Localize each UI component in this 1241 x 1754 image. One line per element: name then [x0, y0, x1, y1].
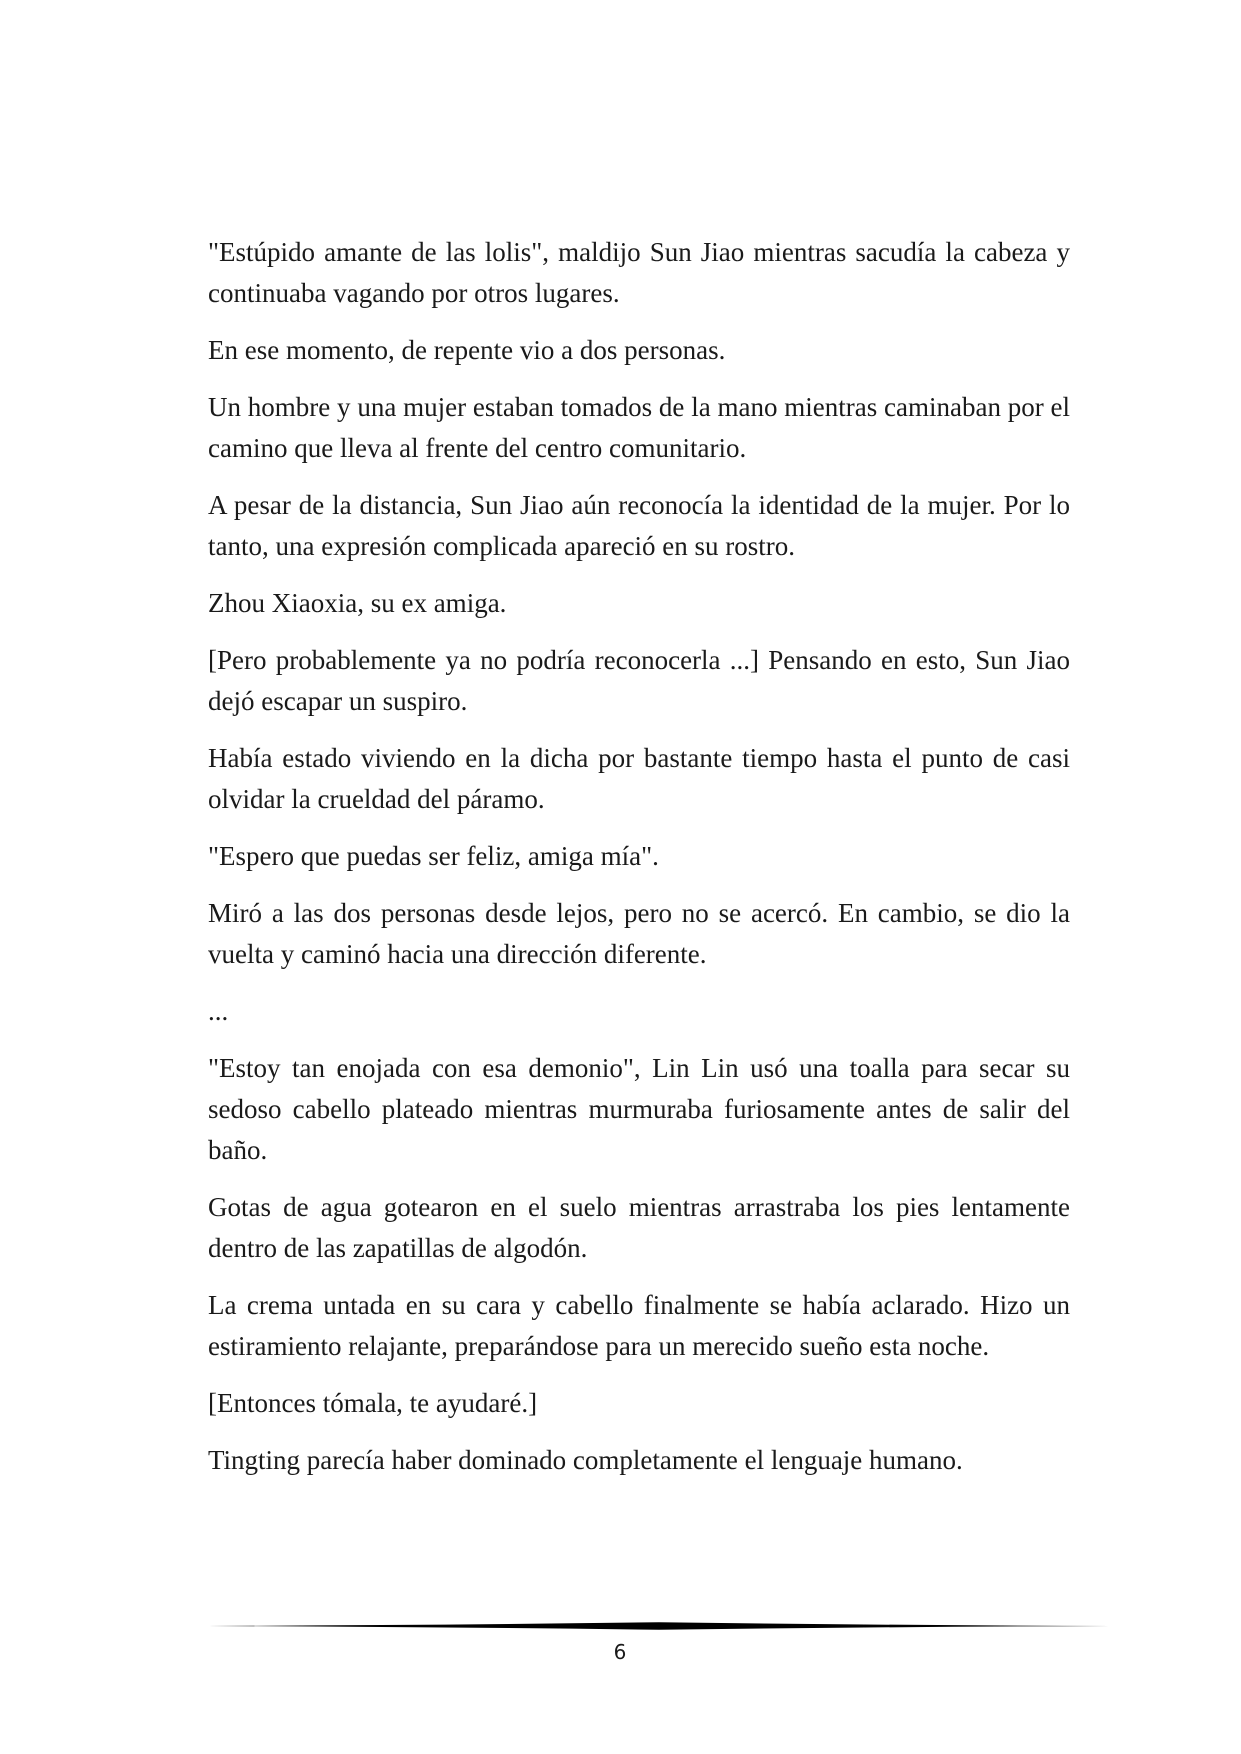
scene-break: ...: [208, 996, 229, 1026]
paragraph: Había estado viviendo en la dicha por bastante tiempo hasta el punto de casi olvidar la crueldad del páramo.: [208, 743, 1070, 814]
page-number: 6: [613, 1640, 627, 1664]
paragraph: A pesar de la distancia, Sun Jiao aún reconocía la identidad de la mujer. Por lo tanto, una expresión complicada apareció en su rostro.: [208, 490, 1070, 561]
paragraph: Gotas de agua gotearon en el suelo mientras arrastraba los pies lentamente dentro de las zapatillas de algodón.: [208, 1192, 1070, 1263]
paragraph: "Espero que puedas ser feliz, amiga mía".: [208, 841, 659, 871]
paragraph: "Estoy tan enojada con esa demonio", Lin Lin usó una toalla para secar su sedoso cabello plateado mientras murmuraba furiosamente antes de salir del baño.: [208, 1053, 1070, 1165]
paragraph: La crema untada en su cara y cabello finalmente se había aclarado. Hizo un estiramiento relajante, preparándose para un merecido sueño esta noche.: [208, 1290, 1070, 1361]
paragraph: Un hombre y una mujer estaban tomados de la mano mientras caminaban por el camino que lleva al frente del centro comunitario.: [208, 392, 1070, 463]
body-text: [208, 232, 1070, 1497]
paragraph: Miró a las dos personas desde lejos, pero no se acercó. En cambio, se dio la vuelta y caminó hacia una dirección diferente.: [208, 898, 1070, 969]
paragraph: En ese momento, de repente vio a dos personas.: [208, 335, 726, 365]
paragraph: Zhou Xiaoxia, su ex amiga.: [208, 588, 507, 618]
paragraph: "Estúpido amante de las lolis", maldijo Sun Jiao mientras sacudía la cabeza y continuaba vagando por otros lugares.: [208, 237, 1070, 308]
paragraph: Tingting parecía haber dominado completamente el lenguaje humano.: [208, 1445, 963, 1475]
paragraph: [Entonces tómala, te ayudaré.]: [208, 1388, 538, 1418]
paragraph: [Pero probablemente ya no podría reconocerla ...] Pensando en esto, Sun Jiao dejó escapar un suspiro.: [208, 645, 1070, 716]
footer-divider: [208, 1619, 1110, 1633]
